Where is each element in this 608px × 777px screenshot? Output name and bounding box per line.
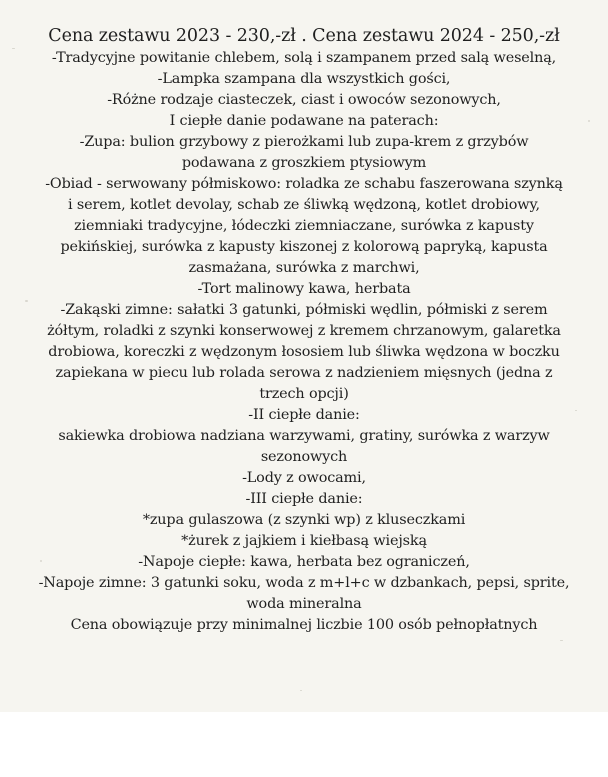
menu-line: zapiekana w piecu lub rolada serowa z nadzieniem mięsnych (jedna z: [55, 365, 553, 381]
menu-line: -II ciepłe danie:: [248, 407, 360, 423]
menu-line: -Napoje zimne: 3 gatunki soku, woda z m+l+c w dzbankach, pepsi, sprite,: [38, 575, 570, 591]
paper-texture-speck: [300, 690, 302, 691]
menu-line: -Napoje ciepłe: kawa, herbata bez ograniczeń,: [138, 554, 470, 570]
menu-line: trzech opcji): [259, 386, 349, 402]
menu-line: -Tradycyjne powitanie chlebem, solą i szampanem przed salą weselną,: [51, 50, 557, 66]
menu-line: ziemniaki tradycyjne, łódeczki ziemniaczane, surówka z kapusty: [74, 218, 534, 234]
menu-line: -Lody z owocami,: [242, 470, 366, 486]
menu-line: -Tort malinowy kawa, herbata: [197, 281, 411, 297]
bottom-blank-area: [0, 712, 608, 777]
menu-line: drobiowa, koreczki z wędzonym łososiem lub śliwka wędzona w boczku: [48, 344, 560, 360]
menu-line: -Różne rodzaje ciasteczek, ciast i owoców sezonowych,: [107, 92, 501, 108]
menu-line: -III ciepłe danie:: [245, 491, 363, 507]
menu-line: sakiewka drobiowa nadziana warzywami, gratiny, surówka z warzyw: [58, 428, 550, 444]
price-condition-note: Cena obowiązuje przy minimalnej liczbie 100 osób pełnopłatnych: [70, 617, 538, 633]
menu-line: podawana z groszkiem ptysiowym: [181, 155, 427, 171]
price-title: Cena zestawu 2023 - 230,-zł . Cena zestawu 2024 - 250,-zł: [48, 26, 560, 46]
menu-text-block: [10, 24, 598, 636]
menu-line: -Lampka szampana dla wszystkich gości,: [157, 71, 451, 87]
menu-line: I ciepłe danie podawane na paterach:: [169, 113, 439, 129]
menu-line: pekińskiej, surówka z kapusty kiszonej z kolorową papryką, kapusta: [60, 239, 548, 255]
menu-line: -Zupa: bulion grzybowy z pierożkami lub zupa-krem z grzybów: [79, 134, 529, 150]
menu-line: -Obiad - serwowany półmiskowo: roladka ze schabu faszerowana szynką: [45, 176, 563, 192]
menu-line: -Zakąski zimne: sałatki 3 gatunki, półmiski wędlin, półmiski z serem: [60, 302, 548, 318]
paper-texture-speck: [560, 640, 563, 641]
menu-line: zasmażana, surówka z marchwi,: [188, 260, 420, 276]
menu-line: *zupa gulaszowa (z szynki wp) z kluseczkami: [142, 512, 466, 528]
menu-line: woda mineralna: [246, 596, 362, 612]
menu-line: i serem, kotlet devolay, schab ze śliwką wędzoną, kotlet drobiowy,: [68, 197, 540, 213]
menu-line: żółtym, roladki z szynki konserwowej z kremem chrzanowym, galaretka: [47, 323, 561, 339]
menu-line: sezonowych: [260, 449, 348, 465]
menu-line: *żurek z jajkiem i kiełbasą wiejską: [181, 533, 427, 549]
